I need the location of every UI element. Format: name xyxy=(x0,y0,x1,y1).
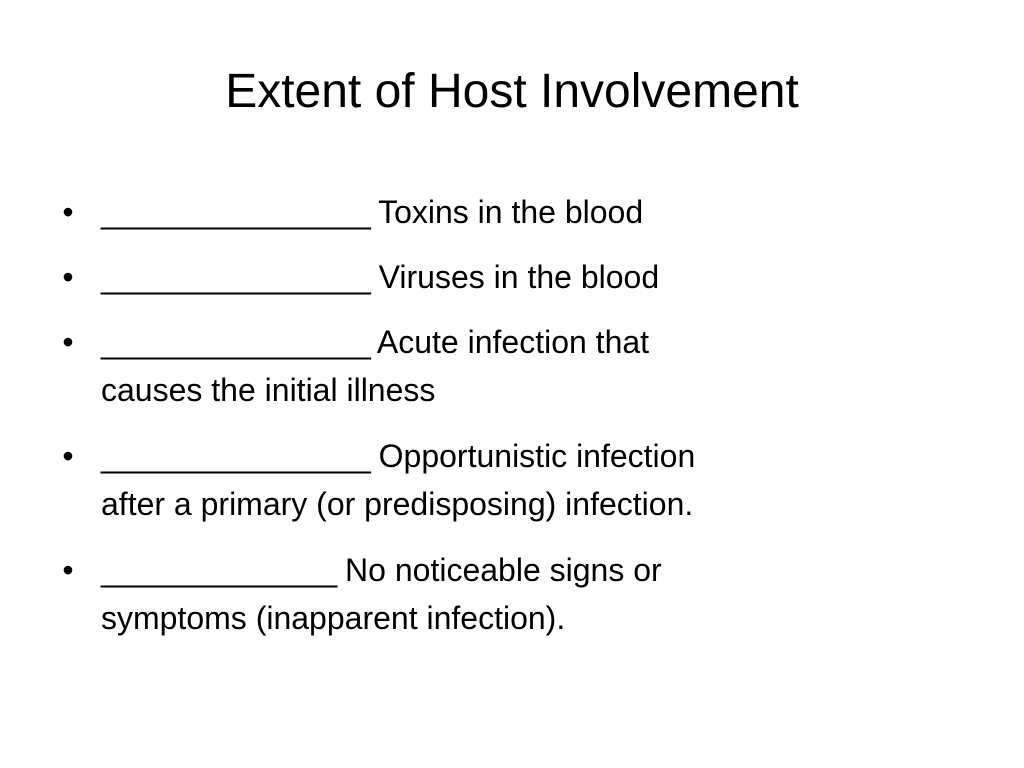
bullet-icon: • xyxy=(62,438,74,474)
bullet-icon: • xyxy=(62,324,74,360)
bullet-icon: • xyxy=(62,194,74,230)
slide-title: Extent of Host Involvement xyxy=(225,65,799,118)
list-item-opportunistic-infection xyxy=(58,429,958,533)
item-text-continuation: after a primary (or predisposing) infection. xyxy=(101,486,694,522)
item-text: Viruses in the blood xyxy=(378,259,660,295)
list-item-inapparent-infection xyxy=(58,543,958,647)
fill-in-blank: ________________ xyxy=(101,324,370,360)
bullet-icon: • xyxy=(62,552,74,588)
fill-in-blank: ________________ xyxy=(101,194,370,230)
bullet-list xyxy=(58,185,958,657)
fill-in-blank: ________________ xyxy=(101,438,370,474)
list-item-acute-infection xyxy=(58,315,958,419)
fill-in-blank: ________________ xyxy=(101,259,370,295)
item-text: No noticeable signs or xyxy=(345,552,662,588)
item-text: Acute infection that xyxy=(376,324,650,360)
item-text: Toxins in the blood xyxy=(378,194,644,230)
item-text-continuation: causes the initial illness xyxy=(101,372,436,408)
bullet-icon: • xyxy=(62,259,74,295)
fill-in-blank: ______________ xyxy=(101,552,337,588)
item-text: Opportunistic infection xyxy=(378,438,696,474)
list-item-viruses xyxy=(58,250,958,305)
list-item-toxins xyxy=(58,185,958,240)
item-text-continuation: symptoms (inapparent infection). xyxy=(101,600,566,636)
